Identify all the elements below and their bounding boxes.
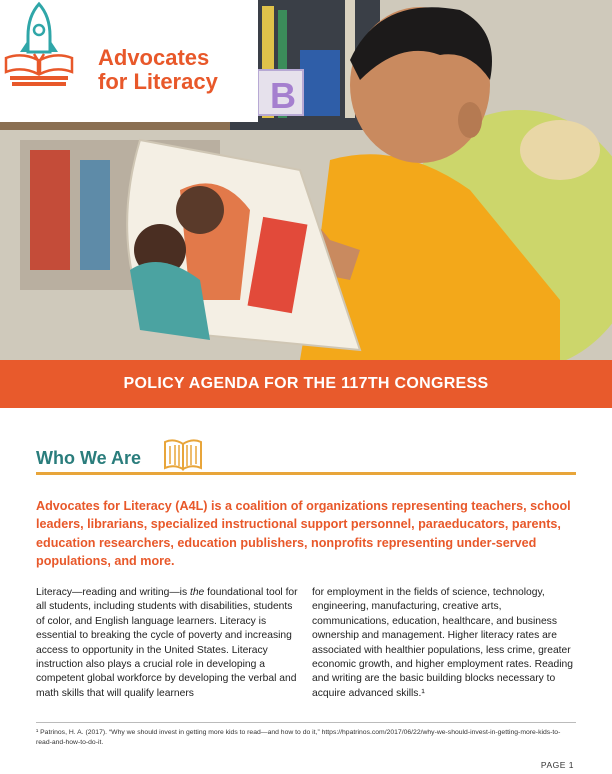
- intro-paragraph: Advocates for Literacy (A4L) is a coalition of organizations representing teachers, school leaders, librarians, specialized instructional support personnel, paraeducators, parents, education researchers, education publishers, nonprofits representing under-served populations, and more.: [36, 499, 571, 569]
- logo-name-line2: for Literacy: [98, 69, 218, 94]
- logo-wordmark: [98, 46, 218, 94]
- section-divider: [36, 472, 576, 475]
- title-banner: [0, 360, 612, 408]
- open-book-icon: [162, 436, 204, 472]
- logo-name-line1: Advocates: [98, 45, 210, 70]
- svg-text:B: B: [270, 75, 296, 116]
- body-left-post: foundational tool for all students, including students with disabilities, students of color, and English language learners. Literacy is essential to breaking the cycle of poverty and increasing access to opportunity in the United States. Literacy instruction also plays a crucial role in developing a competent global workforce by developing the verbal and math skills that will qualify learners: [36, 587, 298, 699]
- section-title: Who We Are: [36, 448, 142, 468]
- body-paragraph-left: [36, 586, 298, 701]
- body-column-left: [36, 586, 298, 701]
- banner-title: POLICY AGENDA FOR THE 117TH CONGRESS: [123, 375, 489, 392]
- section-header: [36, 438, 576, 478]
- body-column-right: [312, 586, 574, 701]
- body-left-pre: Literacy—reading and writing—is: [36, 587, 190, 598]
- hero-photo: [0, 0, 612, 360]
- page-number: PAGE 1: [540, 760, 574, 770]
- body-paragraph-right: for employment in the fields of science, technology, engineering, manufacturing, creative arts, communications, education, healthcare, and business ownership and management. Higher literacy rates are associated with healthier populations, less crime, greater economic growth, and higher employment rates. Reading and writing are the basic building blocks necessary to acquire advanced skills.¹: [312, 587, 573, 699]
- footnote: ¹ Patrinos, H. A. (2017). “Why we should invest in getting more kids to read—and how to do it,” https://hpatrinos.com/2017/06/22/why-we-should-invest-in-getting-more-kids-to-read-and-how-to-do-it.: [36, 729, 561, 746]
- body-left-emphasis: the: [189, 587, 205, 598]
- logo-panel: [0, 0, 258, 122]
- rocket-book-logo-icon: [0, 0, 78, 88]
- footnote-divider: [36, 722, 576, 723]
